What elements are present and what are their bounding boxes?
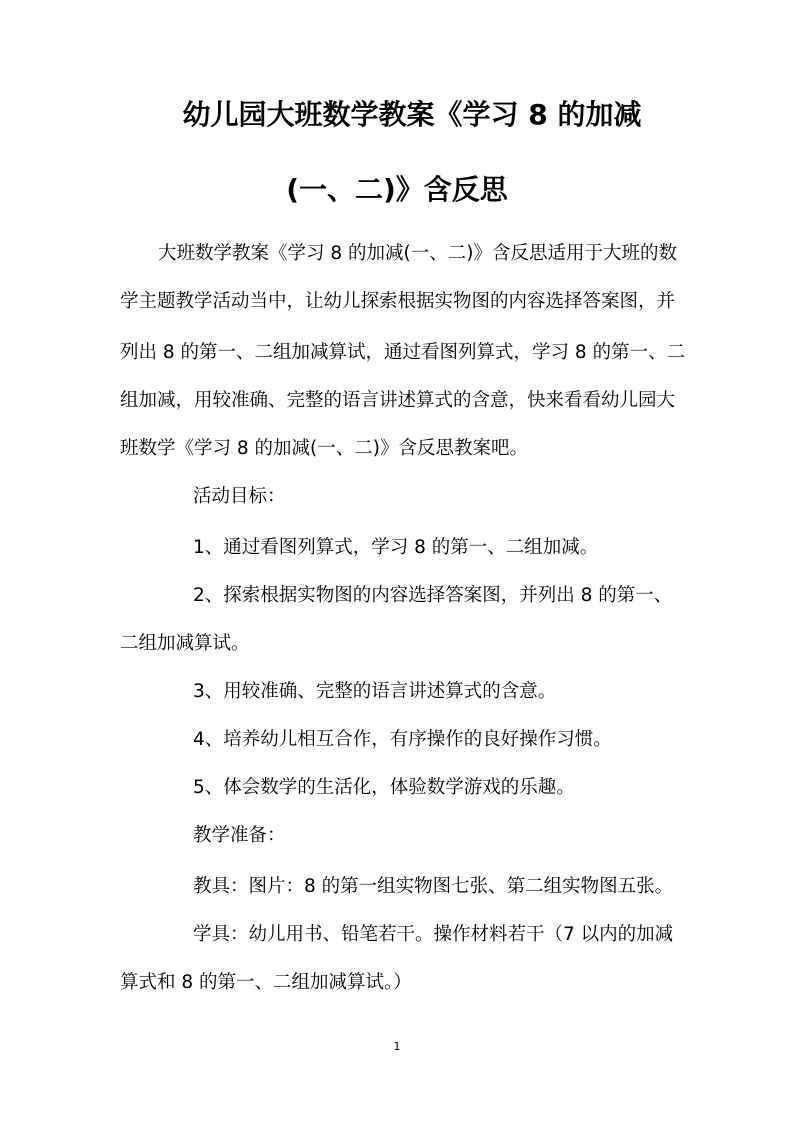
goal-item-2-continued: 二组加减算试。 [120, 633, 250, 654]
intro-line-2: 学主题教学活动当中，让幼儿探索根据实物图的内容选择答案图，并 [120, 291, 676, 312]
intro-line-4: 组加减，用较准确、完整的语言讲述算式的含意，快来看看幼儿园大 [120, 390, 676, 411]
goal-item-5: 5、体会数学的生活化，体验数学游戏的乐趣。 [193, 777, 575, 798]
document-title-line-2: (一、二)》含反思 [286, 173, 508, 206]
prep-item-teaching-tools: 教具：图片：8 的第一组实物图七张、第二组实物图五张。 [193, 876, 674, 897]
goal-item-3: 3、用较准确、完整的语言讲述算式的含意。 [193, 681, 557, 702]
prep-item-learning-tools: 学具：幼儿用书、铅笔若干。操作材料若干（7 以内的加减 [193, 924, 674, 945]
intro-line-5: 班数学《学习 8 的加减(一、二)》含反思教案吧。 [120, 438, 528, 459]
goal-item-1: 1、通过看图列算式，学习 8 的第一、二组加减。 [193, 537, 599, 558]
goals-heading: 活动目标： [193, 486, 286, 507]
prep-heading: 教学准备： [193, 825, 286, 846]
page-number: 1 [393, 1040, 401, 1053]
goal-item-4: 4、培养幼儿相互合作，有序操作的良好操作习惯。 [193, 729, 612, 750]
intro-line-3: 列出 8 的第一、二组加减算试，通过看图列算式，学习 8 的第一、二 [120, 342, 686, 363]
goal-item-2: 2、探索根据实物图的内容选择答案图，并列出 8 的第一、 [193, 585, 673, 606]
prep-item-learning-tools-continued: 算式和 8 的第一、二组加减算试。） [120, 972, 412, 993]
document-title-line-1: 幼儿园大班数学教案《学习 8 的加减 [182, 98, 642, 131]
intro-line-1: 大班数学教案《学习 8 的加减(一、二)》含反思适用于大班的数 [158, 243, 677, 264]
